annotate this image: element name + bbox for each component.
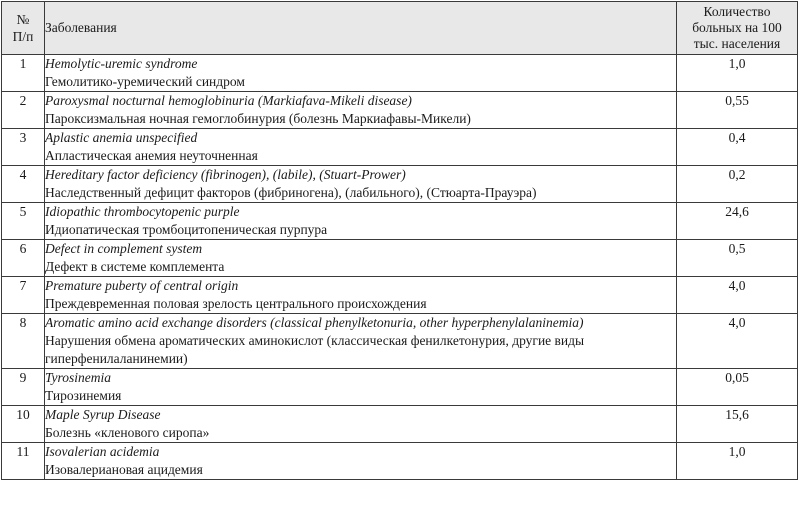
table-row	[2, 443, 798, 480]
disease-cell	[45, 406, 677, 443]
row-number: 3	[2, 129, 45, 166]
incidence-value: 4,0	[677, 277, 798, 314]
header-number-symbol: №	[16, 12, 30, 27]
disease-cell	[45, 443, 677, 480]
disease-name-russian: Пароксизмальная ночная гемоглобинурия (болезнь Маркиафавы-Микели)	[45, 111, 471, 126]
row-number: 4	[2, 166, 45, 203]
disease-name-russian: Нарушения обмена ароматических аминокислот (классическая фенилкетонурия, другие виды гиперфенилаланинемии)	[45, 333, 585, 366]
row-number: 8	[2, 314, 45, 369]
header-disease: Заболевания	[45, 2, 677, 55]
disease-name-russian: Гемолитико-уремический синдром	[45, 74, 245, 89]
table-row	[2, 369, 798, 406]
disease-name-english: Isovalerian acidemia	[45, 444, 160, 459]
disease-cell	[45, 203, 677, 240]
row-number: 7	[2, 277, 45, 314]
row-number: 1	[2, 55, 45, 92]
disease-name-russian: Болезнь «кленового сиропа»	[45, 425, 210, 440]
table-row	[2, 203, 798, 240]
row-number: 9	[2, 369, 45, 406]
disease-cell	[45, 92, 677, 129]
row-number: 11	[2, 443, 45, 480]
incidence-value: 24,6	[677, 203, 798, 240]
disease-name-russian: Преждевременная половая зрелость центрального происхождения	[45, 296, 427, 311]
disease-cell	[45, 314, 677, 369]
header-count-line1: Количество	[703, 4, 771, 19]
disease-table	[1, 1, 798, 480]
disease-name-english: Aromatic amino acid exchange disorders (classical phenylketonuria, other hyperphenylalaninemia)	[45, 315, 584, 330]
table-row	[2, 277, 798, 314]
disease-cell	[45, 240, 677, 277]
disease-name-russian: Изовалериановая ацидемия	[45, 462, 203, 477]
incidence-value: 4,0	[677, 314, 798, 369]
row-number: 10	[2, 406, 45, 443]
header-count-line2: больных на 100	[692, 20, 782, 35]
disease-name-russian: Апластическая анемия неуточненная	[45, 148, 258, 163]
row-number: 6	[2, 240, 45, 277]
disease-name-english: Paroxysmal nocturnal hemoglobinuria (Markiafava-Mikeli disease)	[45, 93, 412, 108]
incidence-value: 15,6	[677, 406, 798, 443]
table-row	[2, 240, 798, 277]
incidence-value: 1,0	[677, 443, 798, 480]
row-number: 2	[2, 92, 45, 129]
table-row	[2, 129, 798, 166]
table-row	[2, 314, 798, 369]
disease-cell	[45, 277, 677, 314]
table-body	[2, 55, 798, 480]
disease-name-russian: Идиопатическая тромбоцитопеническая пурпура	[45, 222, 328, 237]
disease-name-english: Defect in complement system	[45, 241, 203, 256]
incidence-value: 1,0	[677, 55, 798, 92]
table-row	[2, 406, 798, 443]
disease-name-russian: Наследственный дефицит факторов (фибриногена), (лабильного), (Стюарта-Прауэра)	[45, 185, 537, 200]
table-row	[2, 55, 798, 92]
disease-cell	[45, 129, 677, 166]
disease-name-english: Tyrosinemia	[45, 370, 111, 385]
disease-name-english: Hemolytic-uremic syndrome	[45, 56, 198, 71]
disease-name-english: Idiopathic thrombocytopenic purple	[45, 204, 240, 219]
incidence-value: 0,5	[677, 240, 798, 277]
disease-name-english: Maple Syrup Disease	[45, 407, 161, 422]
disease-cell	[45, 369, 677, 406]
disease-name-russian: Дефект в системе комплемента	[45, 259, 225, 274]
disease-name-english: Aplastic anemia unspecified	[45, 130, 198, 145]
disease-name-english: Hereditary factor deficiency (fibrinogen), (labile), (Stuart-Prower)	[45, 167, 406, 182]
disease-name-english: Premature puberty of central origin	[45, 278, 239, 293]
incidence-value: 0,05	[677, 369, 798, 406]
header-number	[2, 2, 45, 55]
header-count-line3: тыс. населения	[693, 36, 781, 51]
disease-name-russian: Тирозинемия	[45, 388, 122, 403]
header-number-abbrev: П/п	[12, 29, 34, 44]
table-row	[2, 92, 798, 129]
disease-cell	[45, 55, 677, 92]
table-header	[2, 2, 798, 55]
header-row	[2, 2, 798, 55]
incidence-value: 0,55	[677, 92, 798, 129]
table-row	[2, 166, 798, 203]
header-count	[677, 2, 798, 55]
incidence-value: 0,4	[677, 129, 798, 166]
disease-cell	[45, 166, 677, 203]
row-number: 5	[2, 203, 45, 240]
incidence-value: 0,2	[677, 166, 798, 203]
